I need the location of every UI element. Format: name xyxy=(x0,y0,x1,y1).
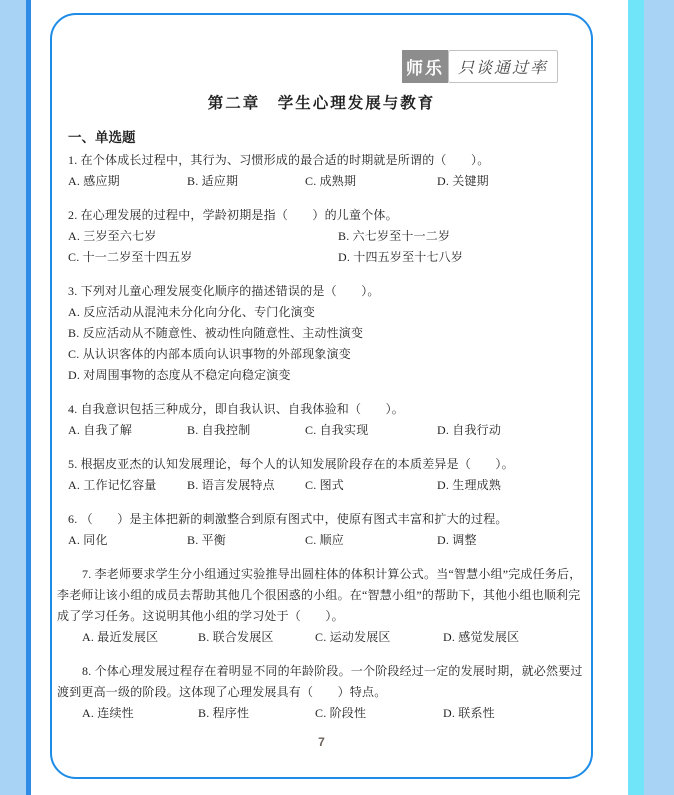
option-d: D. 自我行动 xyxy=(437,423,502,437)
right-cyan-strip xyxy=(628,0,644,795)
option-d: D. 对周围事物的态度从不稳定向稳定演变 xyxy=(68,368,291,382)
option-c: C. 从认识客体的内部本质向认识事物的外部现象演变 xyxy=(68,347,352,361)
options-row xyxy=(82,703,586,724)
document-page xyxy=(50,13,593,779)
option-c: C. 十一二岁至十四五岁 xyxy=(68,250,193,264)
option-d: D. 生理成熟 xyxy=(437,478,502,492)
options-row xyxy=(68,530,586,551)
option-d: D. 调整 xyxy=(437,533,477,547)
question-block-8 xyxy=(57,661,586,724)
options-row xyxy=(68,171,586,192)
question-block-3 xyxy=(57,281,586,386)
option-a: A. 反应活动从混沌未分化向分化、专门化演变 xyxy=(68,305,316,319)
question-stem: 1. 在个体成长过程中，其行为、习惯形成的最合适的时期就是所谓的（ ）。 xyxy=(68,153,490,167)
option-a: A. 三岁至六七岁 xyxy=(68,229,157,243)
options-row xyxy=(68,420,586,441)
options-row xyxy=(82,627,586,648)
option-c: C. 阶段性 xyxy=(315,706,367,720)
question-block-5 xyxy=(57,454,586,496)
option-d: D. 联系性 xyxy=(443,706,495,720)
option-a: A. 最近发展区 xyxy=(82,630,159,644)
left-light-strip xyxy=(0,0,26,795)
brand-logo-mark: 师乐 xyxy=(402,50,448,83)
option-a: A. 自我了解 xyxy=(68,423,133,437)
option-c: C. 顺应 xyxy=(305,533,345,547)
options-list xyxy=(68,302,586,386)
page-number: 7 xyxy=(318,735,325,749)
option-d: D. 十四五岁至十七八岁 xyxy=(338,250,464,264)
options-row xyxy=(68,475,586,496)
option-b: B. 联合发展区 xyxy=(198,630,274,644)
section-title: 一、单选题 xyxy=(68,130,136,145)
question-stem: 7. 李老师要求学生分小组通过实验推导出圆柱体的体积计算公式。当“智慧小组”完成任务后，李老师让该小组的成员去帮助其他几个很困惑的小组。在“智慧小组”的帮助下，其他小组也顺利完成了学习任务。这说明其他小组的学习处于（ ）。 xyxy=(57,567,582,623)
option-d: D. 关键期 xyxy=(437,174,489,188)
option-b: B. 语言发展特点 xyxy=(187,478,275,492)
question-stem: 6. （ ）是主体把新的刺激整合到原有图式中，使原有图式丰富和扩大的过程。 xyxy=(68,512,508,526)
question-block-6 xyxy=(57,509,586,551)
options-grid xyxy=(68,226,586,268)
option-b: B. 程序性 xyxy=(198,706,250,720)
question-block-4 xyxy=(57,399,586,441)
brand-slogan: 只谈通过率 xyxy=(448,50,558,83)
question-block-1 xyxy=(57,150,586,192)
option-c: C. 运动发展区 xyxy=(315,630,391,644)
question-stem: 5. 根据皮亚杰的认知发展理论，每个人的认知发展阶段存在的本质差异是（ ）。 xyxy=(68,457,514,471)
option-a: A. 工作记忆容量 xyxy=(68,478,157,492)
option-b: B. 六七岁至十一二岁 xyxy=(338,229,451,243)
option-b: B. 平衡 xyxy=(187,533,227,547)
option-a: A. 连续性 xyxy=(82,706,134,720)
brand-logo xyxy=(57,50,586,83)
option-b: B. 适应期 xyxy=(187,174,239,188)
left-accent-strip xyxy=(26,0,31,795)
option-c: C. 自我实现 xyxy=(305,423,369,437)
option-a: A. 感应期 xyxy=(68,174,120,188)
question-stem: 4. 自我意识包括三种成分，即自我认识、自我体验和（ ）。 xyxy=(68,402,405,416)
question-block-7 xyxy=(57,564,586,648)
option-c: C. 图式 xyxy=(305,478,345,492)
question-stem: 8. 个体心理发展过程存在着明显不同的年龄阶段。一个阶段经过一定的发展时期，就必然要过渡到更高一级的阶段。这体现了心理发展具有（ ）特点。 xyxy=(57,664,583,699)
chapter-title: 第二章 学生心理发展与教育 xyxy=(207,95,436,112)
option-b: B. 自我控制 xyxy=(187,423,251,437)
option-d: D. 感觉发展区 xyxy=(443,630,520,644)
question-block-2 xyxy=(57,205,586,268)
question-stem: 3. 下列对儿童心理发展变化顺序的描述错误的是（ ）。 xyxy=(68,284,380,298)
option-c: C. 成熟期 xyxy=(305,174,357,188)
option-a: A. 同化 xyxy=(68,533,108,547)
question-stem: 2. 在心理发展的过程中，学龄初期是指（ ）的儿童个体。 xyxy=(68,208,398,222)
option-b: B. 反应活动从不随意性、被动性向随意性、主动性演变 xyxy=(68,326,364,340)
right-light-strip xyxy=(644,0,674,795)
